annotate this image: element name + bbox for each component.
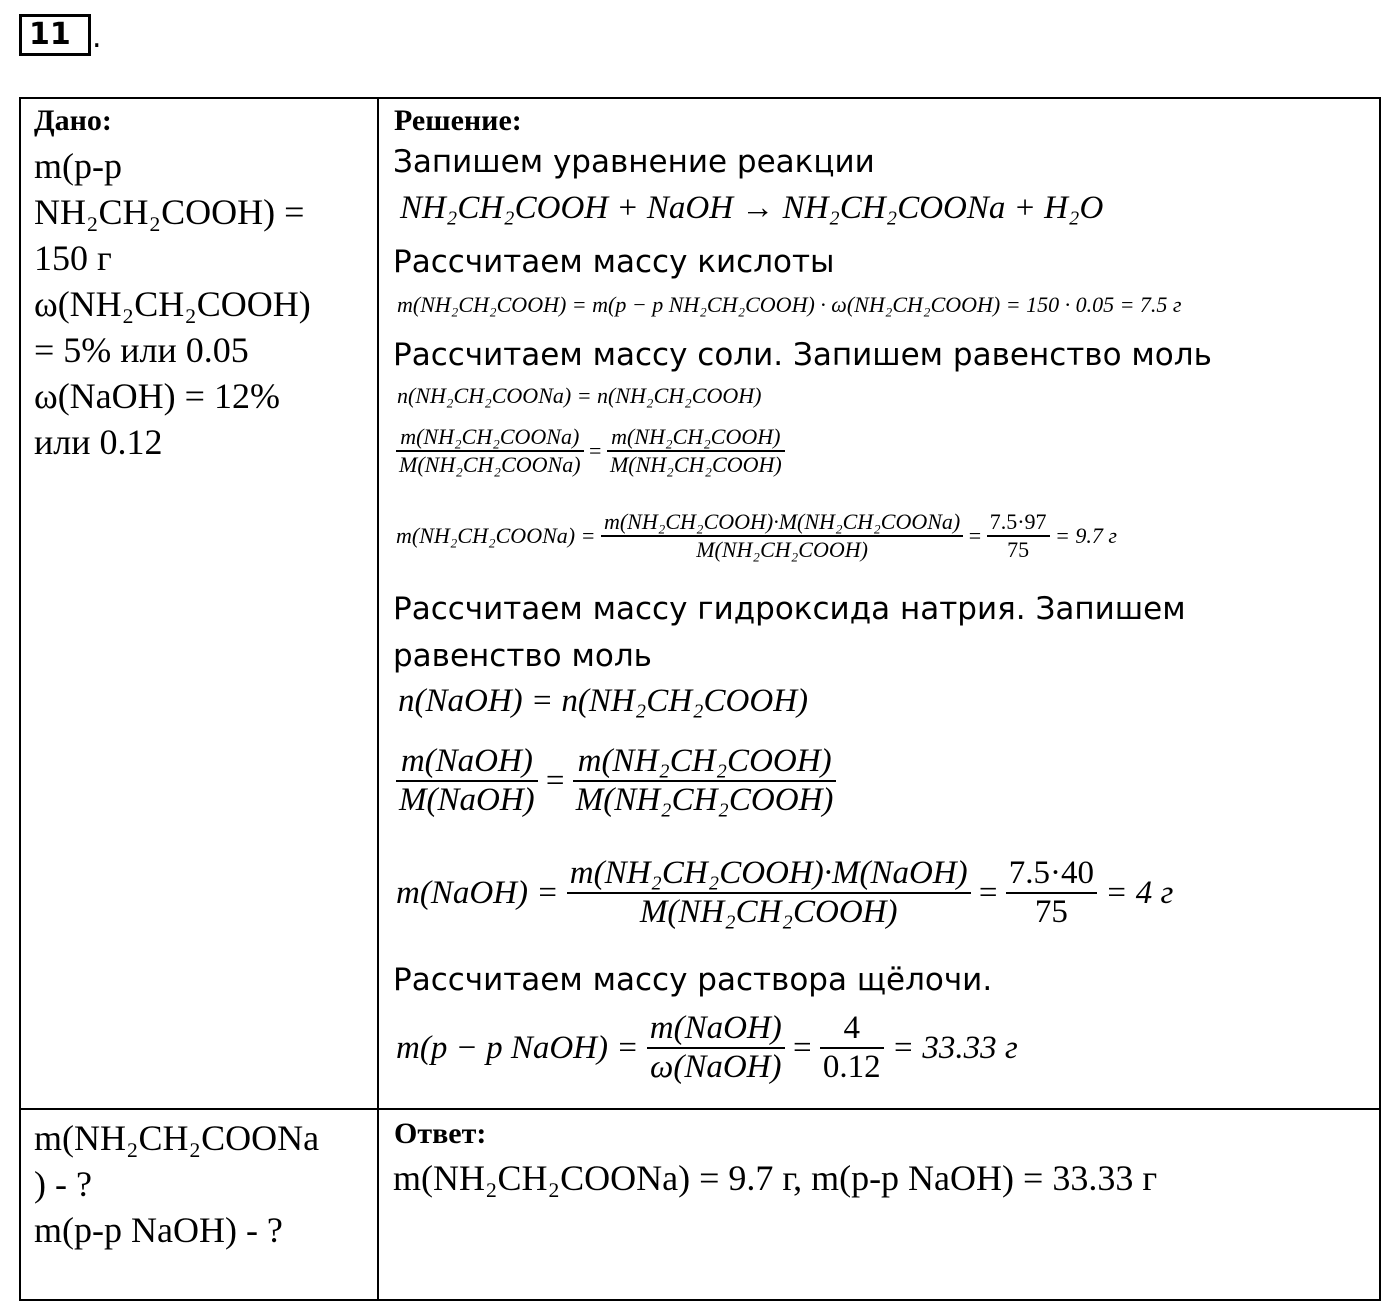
formula-result: = 4 г: [1105, 874, 1174, 911]
fraction-numerator: m(NH₂CH₂COOH): [573, 743, 837, 782]
fraction-denominator: M(NH₂CH₂COOH): [639, 894, 898, 930]
mole-equality-base: n(NaOH) = n(NH₂CH₂COOH): [398, 683, 809, 719]
find-line: m(p-p NaOH) - ?: [34, 1210, 283, 1250]
step-text: Запишем уравнение реакции: [393, 144, 875, 180]
fraction-numerator: m(NaOH): [396, 743, 538, 782]
table-border-left: [19, 97, 21, 1301]
table-border-divider: [377, 97, 379, 1301]
solution-mass-formula: m(p − p NaOH) = $\frac{\text{m(NaOH)}}{\text{ω(NaOH)}}$ = $\frac{4}{0.12}$ = 33.33 г: [396, 1010, 1018, 1085]
fraction-denominator: M(NaOH): [399, 782, 535, 818]
formula-lhs: m(p − p NaOH) =: [396, 1029, 639, 1066]
formula-lhs: m(NaOH) =: [396, 874, 559, 911]
fraction-numerator: m(NaOH): [647, 1010, 785, 1049]
task-number: 11: [19, 14, 91, 56]
fraction-denominator: 75: [1007, 537, 1030, 562]
table-border-right: [1379, 97, 1381, 1301]
find-line: m(NH₂CH₂COONa: [34, 1118, 320, 1158]
salt-ratio-equation: $\frac{\text{m(NH₂CH₂COONa)}}{\text{M(NH₂CH₂COONa)}}$ = $\frac{\text{m(NH₂CH₂COOH)}}{\text{M(NH₂CH₂COOH)}}$: [396, 424, 785, 478]
answer-header: Ответ:: [394, 1117, 487, 1150]
formula-lhs: m(NH₂CH₂COONa) =: [396, 523, 596, 548]
given-line: ω(NH₂CH₂COOH): [34, 284, 311, 324]
answer-text: m(NH₂CH₂COONa) = 9.7 г, m(p-p NaOH) = 33.33 г: [393, 1158, 1158, 1198]
given-line: 150 г: [34, 238, 112, 278]
fraction-numerator: m(NH₂CH₂COONa): [396, 424, 584, 452]
step-text: Рассчитаем массу раствора щёлочи.: [393, 962, 993, 998]
fraction-numerator: m(NH₂CH₂COOH)·M(NH₂CH₂COONa): [601, 509, 963, 537]
table-border-middle: [19, 1108, 1381, 1110]
find-line: ) - ?: [34, 1164, 92, 1204]
task-number-dot: .: [92, 20, 102, 55]
fraction-denominator: 0.12: [822, 1049, 881, 1085]
fraction-numerator: 4: [820, 1010, 884, 1049]
base-ratio-equation: $\frac{\text{m(NaOH)}}{\text{M(NaOH)}}$ = $\frac{\text{m(NH₂CH₂COOH)}}{\text{M(NH₂CH₂COOH)}}$: [396, 743, 836, 819]
given-header: Дано:: [34, 104, 112, 137]
fraction-numerator: m(NH₂CH₂COOH)·M(NaOH): [567, 855, 971, 894]
step-text: Рассчитаем массу гидроксида натрия. Запишем: [393, 591, 1186, 627]
given-line: m(p-p: [34, 146, 122, 186]
fraction-numerator: 7.5·97: [987, 509, 1050, 537]
given-line: ω(NaOH) = 12%: [34, 376, 280, 416]
fraction-denominator: M(NH₂CH₂COOH): [696, 537, 868, 562]
fraction-denominator: 75: [1034, 894, 1068, 930]
acid-mass-formula: m(NH₂CH₂COOH) = m(p − p NH₂CH₂COOH) · ω(NH₂CH₂COOH) = 150 · 0.05 = 7.5 г: [397, 292, 1182, 317]
fraction-denominator: M(NH₂CH₂COONa): [399, 452, 581, 477]
base-mass-formula: m(NaOH) = $\frac{\text{m(NH₂CH₂COOH)·M(NaOH)}}{\text{M(NH₂CH₂COOH)}}$ = $\frac{7.5\cdot 40}{75}$ = 4 г: [396, 855, 1174, 930]
given-line: или 0.12: [34, 422, 163, 462]
given-line: NH₂CH₂COOH) =: [34, 192, 305, 232]
fraction-numerator: m(NH₂CH₂COOH): [607, 424, 785, 452]
step-text: Рассчитаем массу соли. Запишем равенство моль: [393, 337, 1212, 373]
step-text: Рассчитаем массу кислоты: [393, 244, 835, 280]
fraction-numerator: 7.5·40: [1006, 855, 1097, 894]
fraction-denominator: ω(NaOH): [650, 1049, 782, 1085]
formula-result: = 33.33 г: [891, 1029, 1018, 1066]
solution-header: Решение:: [394, 104, 522, 137]
table-border-bottom: [19, 1299, 1381, 1301]
given-line: = 5% или 0.05: [34, 330, 249, 370]
formula-result: = 9.7 г: [1055, 523, 1117, 548]
fraction-denominator: M(NH₂CH₂COOH): [609, 452, 782, 477]
salt-mass-formula: m(NH₂CH₂COONa) = $\frac{\text{m(NH₂CH₂COOH)·M(NH₂CH₂COONa)}}{\text{M(NH₂CH₂COOH)}}$ = $\frac{7.5\cdot 97}{75}$ = 9.7 г: [396, 509, 1117, 562]
table-border-top: [19, 97, 1381, 99]
step-text: равенство моль: [393, 638, 652, 674]
mole-equality-salt: n(NH₂CH₂COONa) = n(NH₂CH₂COOH): [397, 383, 762, 408]
reaction-equation: NH₂CH₂COOH + NaOH → NH₂CH₂COONa + H₂O: [400, 190, 1104, 226]
fraction-denominator: M(NH₂CH₂COOH): [575, 782, 834, 818]
